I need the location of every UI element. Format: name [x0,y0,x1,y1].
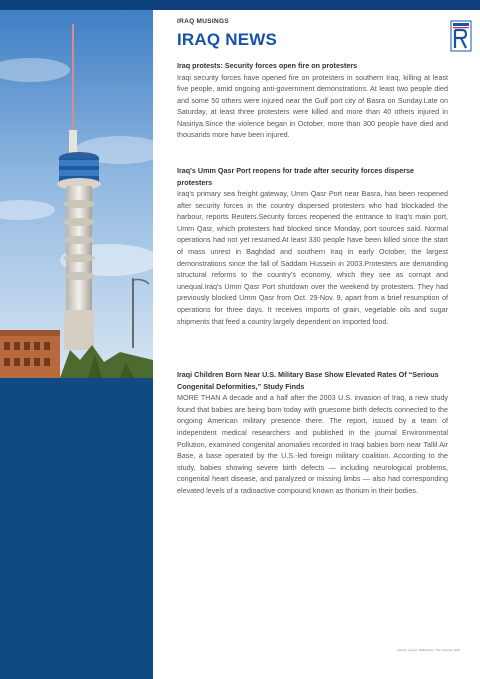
section-kicker: IRAQ MUSINGS [177,18,229,25]
footer-credits: Source: Layout: MaileFrans, The Intercept (NO) [397,648,461,652]
article-title: Iraq protests: Security forces open fire on protesters [177,61,358,70]
iraq-logo-icon [450,20,472,52]
article-3 [177,369,448,496]
page-title: IRAQ NEWS [177,30,278,49]
top-bar [0,0,480,10]
article-2 [177,165,448,327]
article-body: MORE THAN A decade and a half after the 2003 U.S. invasion of Iraq, a new study found that babies are being born today with gruesome birth defects connected to the ongoing American military presence there. The report, issued by a team of independent medical researchers and published in the journal Environmental Pollution, examined congenital anomalies recorded in Iraqi babies born near Tallil Air Base, a base operated by the U.S.-led foreign military coalition. According to the study, babies showing severe birth defects — including neurological problems, congenital heart disease, and paralyzed or missing limbs — also had corresponding elevated levels of a radioactive compound known as thorium in their bodies. [177,393,448,495]
article-1 [177,60,448,141]
main-content [177,18,448,497]
article-title: Iraqi Children Born Near U.S. Military Base Show Elevated Rates Of “Serious Congenital Deformities,” Study Finds [177,370,439,391]
sidebar-panel [0,10,153,679]
article-body: Iraqi security forces have opened fire on protesters in southern Iraq, killing at least five people, amid ongoing anti-government demonstrations. At least two people died and some 50 others were injured near the Gulf port city of Basra on Sunday.Late on Saturday, at least three protesters were killed and more than 40 others injured in Nasiriya.Since the violence began in October, more than 300 people have died and thousands more have been injured. [177,72,448,140]
article-body: Iraq's primary sea freight gateway, Umm Qasr Port near Basra, has been reopened after security forces in the country dispersed protesters who had blockaded the harbour, reports Reuters.Security forces reopened the entrance to Iraq's main port, Umm Qasr, which protesters had blocked since Monday, port sources said. Normal operations had not yet resumed.At least 330 people have been killed since the start of mass unrest in Baghdad and southern Iraq in early October, the largest demonstrations since the fall of Saddam Hussein in 2003.Protesters are demanding structural reforms to the country's economy, which they see as corrupt and unequal.Iraq's Umm Qasr Port shutdown over the weekend by protesters. They had previously blocked Umm Qasr from Oct. 29-Nov. 9, apart from a brief resumption of operations for three days. It receives imports of grain, vegetable oils and sugar shipments that feed a country largely dependent on imported food. [177,189,448,326]
baghdad-tower-photo [0,10,153,378]
article-title: Iraq's Umm Qasr Port reopens for trade after security forces disperse protesters [177,166,414,187]
